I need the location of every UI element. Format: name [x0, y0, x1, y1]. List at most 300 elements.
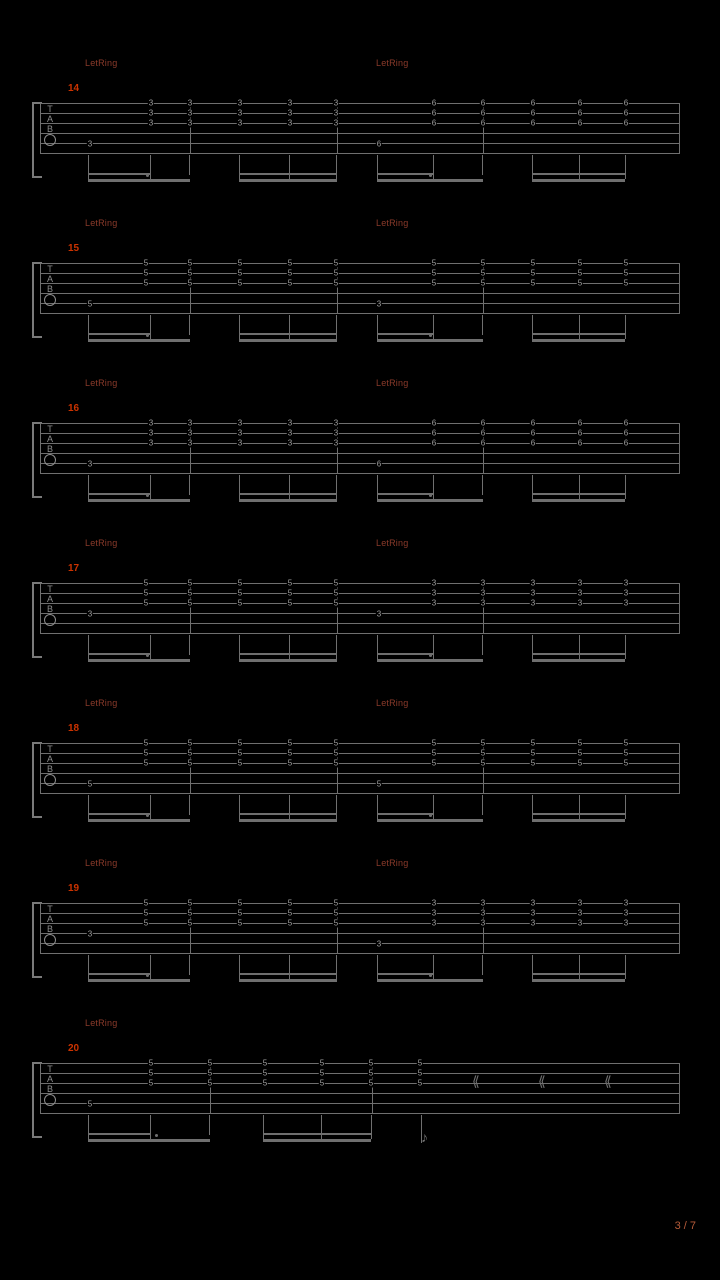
- fret-number: 5: [480, 758, 486, 768]
- beam: [239, 659, 337, 662]
- staff-line: [40, 1073, 680, 1074]
- stem: [532, 155, 533, 179]
- stem: [189, 475, 190, 495]
- fret-number: 5: [368, 1078, 374, 1088]
- beam: [377, 979, 483, 982]
- fret-number: 3: [577, 598, 583, 608]
- barline: [40, 423, 41, 474]
- fret-number: 3: [187, 428, 193, 438]
- staff-line: [40, 273, 680, 274]
- fret-number: 5: [237, 278, 243, 288]
- fret-number: 3: [431, 908, 437, 918]
- flag-icon: ♪: [421, 1129, 428, 1145]
- let-ring-label: LetRing: [376, 698, 409, 708]
- fret-number-bass: 3: [376, 609, 382, 619]
- stem: [482, 155, 483, 175]
- dotted-note-dot: [155, 1134, 158, 1137]
- staff-line: [40, 113, 680, 114]
- fret-number: 6: [530, 428, 536, 438]
- stem: [433, 155, 434, 182]
- barline: [679, 423, 680, 474]
- staff-line: [40, 633, 680, 634]
- fret-number: 5: [623, 278, 629, 288]
- let-ring-label: LetRing: [85, 218, 118, 228]
- let-ring-label: LetRing: [376, 378, 409, 388]
- fret-number: 6: [577, 418, 583, 428]
- stem: [532, 475, 533, 499]
- beam: [88, 979, 190, 982]
- staff-line: [40, 123, 680, 124]
- fret-number: 6: [530, 108, 536, 118]
- beam: [88, 499, 190, 502]
- fret-number: 5: [237, 598, 243, 608]
- fret-number: 6: [577, 118, 583, 128]
- fret-number: 5: [207, 1058, 213, 1068]
- staff-line: [40, 903, 680, 904]
- beam: [532, 813, 625, 815]
- tab-letter-b: B: [46, 1084, 53, 1094]
- fret-number: 5: [417, 1078, 423, 1088]
- beam: [377, 659, 483, 662]
- fret-number: 5: [530, 748, 536, 758]
- staff-line: [40, 423, 680, 424]
- fret-number: 3: [480, 918, 486, 928]
- fret-number-bass: 5: [87, 1099, 93, 1109]
- beam: [377, 339, 483, 342]
- beam: [239, 819, 337, 822]
- fret-number: 5: [287, 758, 293, 768]
- fret-number: 6: [623, 118, 629, 128]
- stem: [289, 955, 290, 979]
- beam: [239, 179, 337, 182]
- fret-number: 3: [431, 598, 437, 608]
- fret-number: 6: [431, 428, 437, 438]
- staff-line: [40, 1113, 680, 1114]
- fret-number: 5: [333, 278, 339, 288]
- beam: [88, 173, 150, 175]
- stem: [532, 315, 533, 339]
- let-ring-label: LetRing: [85, 378, 118, 388]
- barline: [40, 1063, 41, 1114]
- fret-number: 5: [431, 748, 437, 758]
- stem: [289, 635, 290, 659]
- fret-number: 5: [187, 268, 193, 278]
- fret-number: 5: [333, 578, 339, 588]
- stem: [336, 155, 337, 179]
- staff-line: [40, 913, 680, 914]
- let-ring-label: LetRing: [376, 858, 409, 868]
- fret-number: 6: [577, 98, 583, 108]
- stem: [239, 315, 240, 339]
- fret-number: 5: [530, 758, 536, 768]
- staff-line: [40, 313, 680, 314]
- stem: [336, 315, 337, 339]
- tab-letter-a: A: [46, 114, 53, 124]
- fret-number: 3: [148, 98, 154, 108]
- beam: [532, 499, 625, 502]
- fret-number: 5: [187, 908, 193, 918]
- fret-number: 3: [577, 898, 583, 908]
- beam: [239, 653, 337, 655]
- fret-number: 3: [333, 118, 339, 128]
- fret-number: 5: [431, 758, 437, 768]
- barline: [40, 743, 41, 794]
- fret-number-bass: 3: [376, 939, 382, 949]
- stem: [482, 955, 483, 975]
- fret-number: 5: [187, 758, 193, 768]
- beam: [239, 813, 337, 815]
- stem: [377, 155, 378, 182]
- beam: [239, 493, 337, 495]
- fret-number: 6: [480, 418, 486, 428]
- fret-number: 5: [287, 258, 293, 268]
- fret-number: 3: [287, 428, 293, 438]
- staff-line: [40, 133, 680, 134]
- staff-line: [40, 1093, 680, 1094]
- staff-line: [40, 933, 680, 934]
- fret-number: 5: [333, 758, 339, 768]
- stem: [150, 955, 151, 982]
- fret-number: 3: [530, 588, 536, 598]
- fret-number: 5: [480, 738, 486, 748]
- beam: [377, 819, 483, 822]
- fret-number-bass: 6: [376, 459, 382, 469]
- stem: [336, 635, 337, 659]
- stem: [377, 315, 378, 342]
- fret-number: 5: [143, 908, 149, 918]
- fret-number: 5: [431, 278, 437, 288]
- stem: [377, 635, 378, 662]
- staff-line: [40, 773, 680, 774]
- tab-letter-t: T: [47, 104, 53, 114]
- stem: [88, 155, 89, 182]
- measure-number: 18: [68, 723, 80, 734]
- staff-line: [40, 293, 680, 294]
- fret-number: 5: [262, 1068, 268, 1078]
- fret-number: 6: [577, 108, 583, 118]
- barline: [40, 903, 41, 954]
- stem: [189, 315, 190, 335]
- stem: [150, 1115, 151, 1142]
- beam: [239, 333, 337, 335]
- fret-number: 5: [530, 258, 536, 268]
- fret-number: 6: [577, 438, 583, 448]
- let-ring-label: LetRing: [85, 538, 118, 548]
- fret-number: 5: [237, 908, 243, 918]
- staff-line: [40, 263, 680, 264]
- staff-line: [40, 583, 680, 584]
- rest-symbol: ⟪: [472, 1073, 480, 1089]
- let-ring-label: LetRing: [85, 858, 118, 868]
- fret-number: 3: [333, 418, 339, 428]
- fret-number: 6: [431, 98, 437, 108]
- tab-circle-icon: [44, 774, 56, 786]
- fret-number: 3: [431, 918, 437, 928]
- fret-number: 3: [237, 98, 243, 108]
- fret-number: 5: [333, 738, 339, 748]
- fret-number: 3: [577, 918, 583, 928]
- fret-number: 5: [187, 738, 193, 748]
- fret-number-bass: 5: [376, 779, 382, 789]
- tab-clef: [42, 1064, 58, 1106]
- measure-number: 19: [68, 883, 80, 894]
- fret-number: 5: [417, 1068, 423, 1078]
- let-ring-label: LetRing: [376, 218, 409, 228]
- fret-number: 5: [148, 1068, 154, 1078]
- fret-number: 6: [623, 438, 629, 448]
- fret-number: 5: [207, 1078, 213, 1088]
- fret-number: 5: [287, 578, 293, 588]
- fret-number: 5: [577, 748, 583, 758]
- fret-number: 5: [287, 908, 293, 918]
- fret-number: 5: [148, 1078, 154, 1088]
- fret-number: 3: [148, 428, 154, 438]
- fret-number-bass: 5: [87, 299, 93, 309]
- dotted-note-dot: [429, 334, 432, 337]
- fret-number: 3: [530, 598, 536, 608]
- staff-line: [40, 473, 680, 474]
- stem: [239, 475, 240, 499]
- staff-line: [40, 153, 680, 154]
- stem: [150, 315, 151, 342]
- staff-line: [40, 303, 680, 304]
- tab-letter-a: A: [46, 1074, 53, 1084]
- dotted-note-dot: [429, 494, 432, 497]
- dotted-note-dot: [429, 974, 432, 977]
- stem: [625, 315, 626, 339]
- tab-staff: [40, 263, 680, 313]
- fret-number: 5: [431, 258, 437, 268]
- tab-clef: [42, 904, 58, 946]
- fret-number: 3: [287, 438, 293, 448]
- fret-number: 5: [187, 278, 193, 288]
- beam: [88, 1139, 210, 1142]
- fret-number: 3: [577, 908, 583, 918]
- fret-number: 5: [623, 738, 629, 748]
- fret-number: 5: [333, 258, 339, 268]
- fret-number: 3: [333, 428, 339, 438]
- tab-circle-icon: [44, 454, 56, 466]
- barline: [679, 903, 680, 954]
- tab-circle-icon: [44, 294, 56, 306]
- measure-number: 15: [68, 243, 80, 254]
- fret-number-bass: 3: [376, 299, 382, 309]
- beam: [88, 333, 150, 335]
- staff-line: [40, 783, 680, 784]
- tab-clef: [42, 744, 58, 786]
- beam: [532, 179, 625, 182]
- beam: [377, 493, 433, 495]
- tab-staff: [40, 103, 680, 153]
- dotted-note-dot: [146, 174, 149, 177]
- fret-number: 5: [623, 268, 629, 278]
- fret-number: 5: [262, 1078, 268, 1088]
- tab-clef: [42, 264, 58, 306]
- staff-line: [40, 593, 680, 594]
- fret-number: 5: [262, 1058, 268, 1068]
- fret-number: 3: [480, 588, 486, 598]
- fret-number: 6: [623, 428, 629, 438]
- measure-number: 20: [68, 1043, 80, 1054]
- fret-number: 3: [530, 898, 536, 908]
- tab-staff: [40, 423, 680, 473]
- fret-number: 3: [480, 598, 486, 608]
- let-ring-label: LetRing: [85, 58, 118, 68]
- beam: [88, 339, 190, 342]
- fret-number: 5: [148, 1058, 154, 1068]
- stem: [579, 635, 580, 659]
- tab-circle-icon: [44, 1094, 56, 1106]
- fret-number: 5: [577, 268, 583, 278]
- fret-number: 5: [577, 278, 583, 288]
- staff-line: [40, 743, 680, 744]
- beam: [88, 819, 190, 822]
- stem: [579, 155, 580, 179]
- fret-number: 3: [333, 438, 339, 448]
- fret-number: 6: [431, 418, 437, 428]
- stem: [150, 155, 151, 182]
- tab-letter-b: B: [46, 604, 53, 614]
- tab-letter-b: B: [46, 284, 53, 294]
- dotted-note-dot: [146, 814, 149, 817]
- fret-number: 3: [333, 98, 339, 108]
- beam: [88, 973, 150, 975]
- rest-symbol: ⟪: [604, 1073, 612, 1089]
- stem: [336, 955, 337, 979]
- staff-line: [40, 283, 680, 284]
- fret-number: 3: [287, 118, 293, 128]
- fret-number: 5: [143, 898, 149, 908]
- beam: [377, 499, 483, 502]
- beam: [532, 493, 625, 495]
- fret-number: 3: [148, 108, 154, 118]
- fret-number: 5: [237, 578, 243, 588]
- fret-number: 3: [148, 418, 154, 428]
- fret-number: 5: [333, 598, 339, 608]
- stem: [189, 635, 190, 655]
- fret-number: 6: [480, 108, 486, 118]
- stem: [88, 475, 89, 502]
- tab-clef: [42, 424, 58, 466]
- beam: [377, 973, 433, 975]
- fret-number: 3: [237, 118, 243, 128]
- stem: [532, 635, 533, 659]
- fret-number: 3: [431, 898, 437, 908]
- stem: [189, 795, 190, 815]
- tab-letter-a: A: [46, 914, 53, 924]
- fret-number: 5: [143, 758, 149, 768]
- fret-number: 6: [530, 118, 536, 128]
- tab-letter-b: B: [46, 764, 53, 774]
- beam: [377, 813, 433, 815]
- stem: [88, 1115, 89, 1142]
- fret-number: 5: [480, 278, 486, 288]
- tab-letter-a: A: [46, 434, 53, 444]
- fret-number-bass: 3: [87, 609, 93, 619]
- fret-number: 6: [623, 108, 629, 118]
- stem: [532, 795, 533, 819]
- stem: [289, 795, 290, 819]
- tab-circle-icon: [44, 614, 56, 626]
- fret-number: 6: [623, 418, 629, 428]
- beam: [239, 499, 337, 502]
- beam: [263, 1133, 371, 1135]
- fret-number: 5: [287, 598, 293, 608]
- fret-number: 6: [530, 98, 536, 108]
- tab-letter-b: B: [46, 924, 53, 934]
- stem: [189, 955, 190, 975]
- fret-number: 3: [530, 908, 536, 918]
- tab-staff: [40, 743, 680, 793]
- fret-number: 5: [143, 258, 149, 268]
- beam: [88, 1133, 150, 1135]
- staff-line: [40, 443, 680, 444]
- fret-number: 3: [187, 118, 193, 128]
- stem: [625, 955, 626, 979]
- barline: [40, 583, 41, 634]
- stem: [150, 795, 151, 822]
- beam: [88, 659, 190, 662]
- fret-number-bass: 5: [87, 779, 93, 789]
- stem: [579, 475, 580, 499]
- beam: [88, 179, 190, 182]
- tab-staff: [40, 1063, 680, 1113]
- tab-letter-a: A: [46, 274, 53, 284]
- stem: [150, 635, 151, 662]
- fret-number: 5: [333, 898, 339, 908]
- stem: [150, 475, 151, 502]
- fret-number: 5: [319, 1058, 325, 1068]
- beam: [239, 173, 337, 175]
- barline: [40, 103, 41, 154]
- staff-line: [40, 953, 680, 954]
- fret-number: 5: [237, 918, 243, 928]
- fret-number-bass: 3: [87, 929, 93, 939]
- fret-number: 5: [530, 268, 536, 278]
- tab-letter-t: T: [47, 584, 53, 594]
- fret-number: 5: [368, 1068, 374, 1078]
- tab-letter-t: T: [47, 744, 53, 754]
- fret-number: 5: [287, 278, 293, 288]
- staff-line: [40, 753, 680, 754]
- stem: [433, 955, 434, 982]
- stem: [239, 155, 240, 179]
- stem: [433, 635, 434, 662]
- stem: [336, 475, 337, 499]
- fret-number: 5: [187, 598, 193, 608]
- fret-number: 3: [577, 578, 583, 588]
- beam: [532, 333, 625, 335]
- fret-number: 3: [623, 918, 629, 928]
- beam: [532, 973, 625, 975]
- fret-number: 6: [480, 428, 486, 438]
- tab-clef: [42, 584, 58, 626]
- fret-number: 3: [623, 898, 629, 908]
- fret-number: 5: [480, 748, 486, 758]
- dotted-note-dot: [146, 974, 149, 977]
- fret-number: 3: [287, 98, 293, 108]
- stem: [625, 475, 626, 499]
- dotted-note-dot: [429, 174, 432, 177]
- stem: [579, 955, 580, 979]
- stem: [289, 475, 290, 499]
- fret-number: 3: [530, 918, 536, 928]
- stem: [377, 795, 378, 822]
- stem: [321, 1115, 322, 1139]
- fret-number-bass: 6: [376, 139, 382, 149]
- tab-circle-icon: [44, 934, 56, 946]
- beam: [88, 493, 150, 495]
